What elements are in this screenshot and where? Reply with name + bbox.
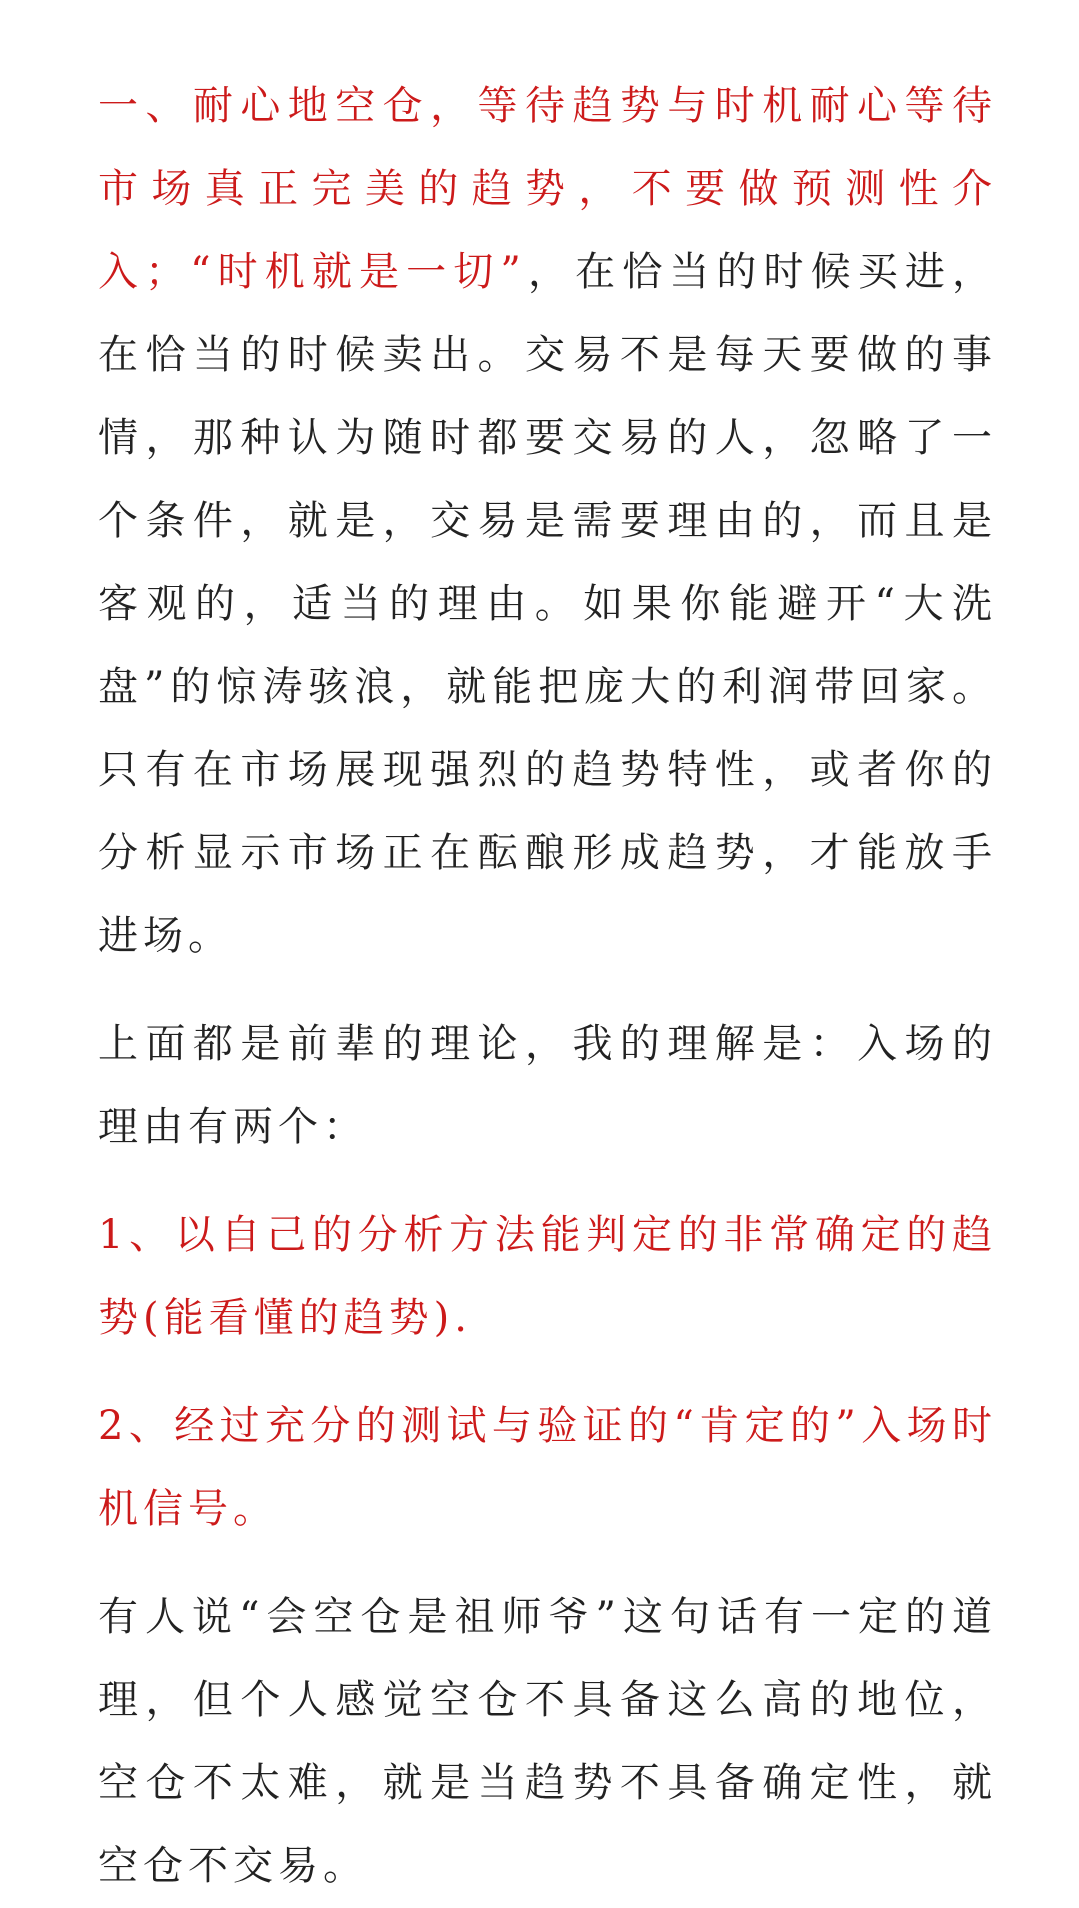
reason-item-1: 1、以自己的分析方法能判定的非常确定的趋势(能看懂的趋势). bbox=[98, 1212, 997, 1341]
paragraph-empty-position: 有人说“会空仓是祖师爷”这句话有一定的道理，但个人感觉空仓不具备这么高的地位，空仓不太难，就是当趋势不具备确定性，就空仓不交易。 bbox=[98, 1594, 997, 1889]
reason-item-2: 2、经过充分的测试与验证的“肯定的”入场时机信号。 bbox=[98, 1403, 997, 1532]
body-text: ，在恰当的时候买进，在恰当的时候卖出。交易不是每天要做的事情，那种认为随时都要交易的人，忽略了一个条件，就是，交易是需要理由的，而且是客观的，适当的理由。如果你能避开“大洗盘”的惊涛骇浪，就能把庞大的利润带回家。只有在市场展现强烈的趋势特性，或者你的分析显示市场正在酝酿形成趋势，才能放手进场。 bbox=[98, 249, 998, 959]
paragraph-understanding: 上面都是前辈的理论，我的理解是：入场的理由有两个： bbox=[98, 1021, 997, 1150]
highlighted-text: 一、耐心地空仓，等待趋势与时机耐心等待市场真正完美的趋势，不要做预测性介入；“时机就是一切” bbox=[98, 83, 997, 295]
paragraph-patience bbox=[98, 65, 997, 978]
